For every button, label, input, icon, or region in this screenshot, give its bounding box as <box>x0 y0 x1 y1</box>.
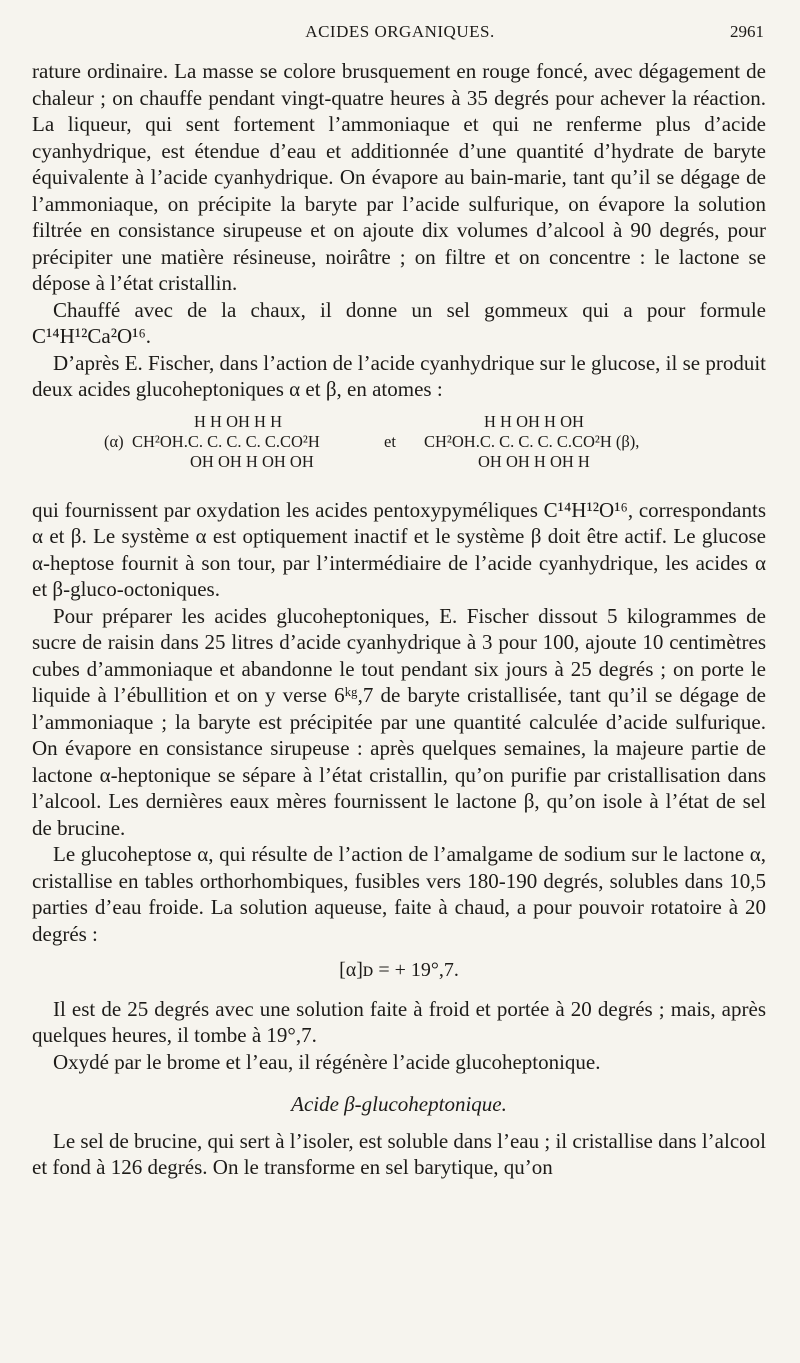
paragraph-9: Le sel de brucine, qui sert à l’isoler, est soluble dans l’eau ; il cristallise dans l’alcool et fond à 126 degrés. On le transforme en sel barytique, qu’on <box>32 1128 766 1179</box>
formula-alpha-label: (α) <box>104 431 124 451</box>
page-header <box>0 22 800 46</box>
paragraph-5: Pour préparer les acides glucoheptoniques, E. Fischer dissout 5 kilogrammes de sucre de raisin dans 25 litres d’acide cyanhydrique à 3 pour 100, ajoute 10 centimètres cubes d’ammoniaque et abandonne le tout pendant six jours à 25 degrés ; on porte le liquide à l’ébullition et on y verse 6ᵏᵍ,7 de baryte cristallisée, tant qu’il se dégage de l’ammoniaque ; la baryte est précipitée par une quantité calculée d’acide sulfurique. On évapore en consistance sirupeuse : après quelques semaines, la majeure partie de lactone α-heptonique se sépare à l’état cristallin, qu’on purifie par cristallisation dans l’alcool. Les dernières eaux mères fournissent le lactone β, qu’on isole à l’état de sel de brucine. <box>32 603 766 840</box>
paragraph-8: Oxydé par le brome et l’eau, il régénère l’acide glucoheptonique. <box>53 1049 601 1074</box>
structural-formula <box>32 411 766 491</box>
formula-alpha-main: CH²OH.C. C. C. C. C.CO²H <box>132 431 320 451</box>
rotatory-power-equation: [α]ᴅ = + 19°,7. <box>339 959 459 981</box>
formula-alpha-bottom-row: OH OH H OH OH <box>190 451 314 471</box>
paragraph-2: Chauffé avec de la chaux, il donne un sel gommeux qui a pour formule C¹⁴H¹²Ca²O¹⁶. <box>32 297 766 348</box>
formula-beta-main: CH²OH.C. C. C. C. C.CO²H (β), <box>424 431 640 451</box>
formula-beta-top-row: H H OH H OH <box>484 411 584 431</box>
running-head: ACIDES ORGANIQUES. <box>305 22 495 41</box>
paragraph-1: rature ordinaire. La masse se colore brusquement en rouge foncé, avec dégagement de chaleur ; on chauffe pendant vingt-quatre heures à 35 degrés pour achever la réaction. La liqueur, qui sent fortement l’ammoniaque et qui ne renferme plus d’acide cyanhydrique, est étendue d’eau et additionnée d’une quantité d’hydrate de baryte équivalente à l’acide cyanhydrique. On évapore au bain-marie, tant qu’il se dégage de l’ammoniaque, on précipite la baryte par l’acide sulfurique, on évapore la solution filtrée en consistance sirupeuse et on ajoute dix volumes d’alcool à 90 degrés, pour précipiter une matière résineuse, noirâtre ; on filtre et on concentre : le lactone se dépose à l’état cristallin. <box>32 59 766 295</box>
formula-beta-bottom-row: OH OH H OH H <box>478 451 590 471</box>
formula-alpha-top-row: H H OH H H <box>194 411 282 431</box>
paragraph-4: qui fournissent par oxydation les acides pentoxypyméliques C¹⁴H¹²O¹⁶, correspondants α et β. Le système α est optiquement inactif et le système β doit être actif. Le glucose α-heptose fournit à son tour, par l’intermédiaire de l’acide cyanhydrique, les acides α et β-gluco-octoniques. <box>32 497 766 601</box>
paragraph-3: D’après E. Fischer, dans l’action de l’acide cyanhydrique sur le glucose, il se produit deux acides glucoheptoniques α et β, en atomes : <box>32 350 766 401</box>
page-number: 2961 <box>730 22 764 41</box>
section-title: Acide β-glucoheptonique. <box>291 1092 507 1116</box>
body-text <box>32 58 766 1181</box>
paragraph-6: Le glucoheptose α, qui résulte de l’action de l’amalgame de sodium sur le lactone α, cristallise en tables orthorhombiques, fusibles vers 180-190 degrés, solubles dans 10,5 parties d’eau froide. La solution aqueuse, faite à chaud, a pour pouvoir rotatoire à 20 degrés : <box>32 842 766 946</box>
paragraph-7: Il est de 25 degrés avec une solution faite à froid et portée à 20 degrés ; mais, après quelques heures, il tombe à 19°,7. <box>32 996 766 1047</box>
formula-connector: et <box>384 431 396 451</box>
